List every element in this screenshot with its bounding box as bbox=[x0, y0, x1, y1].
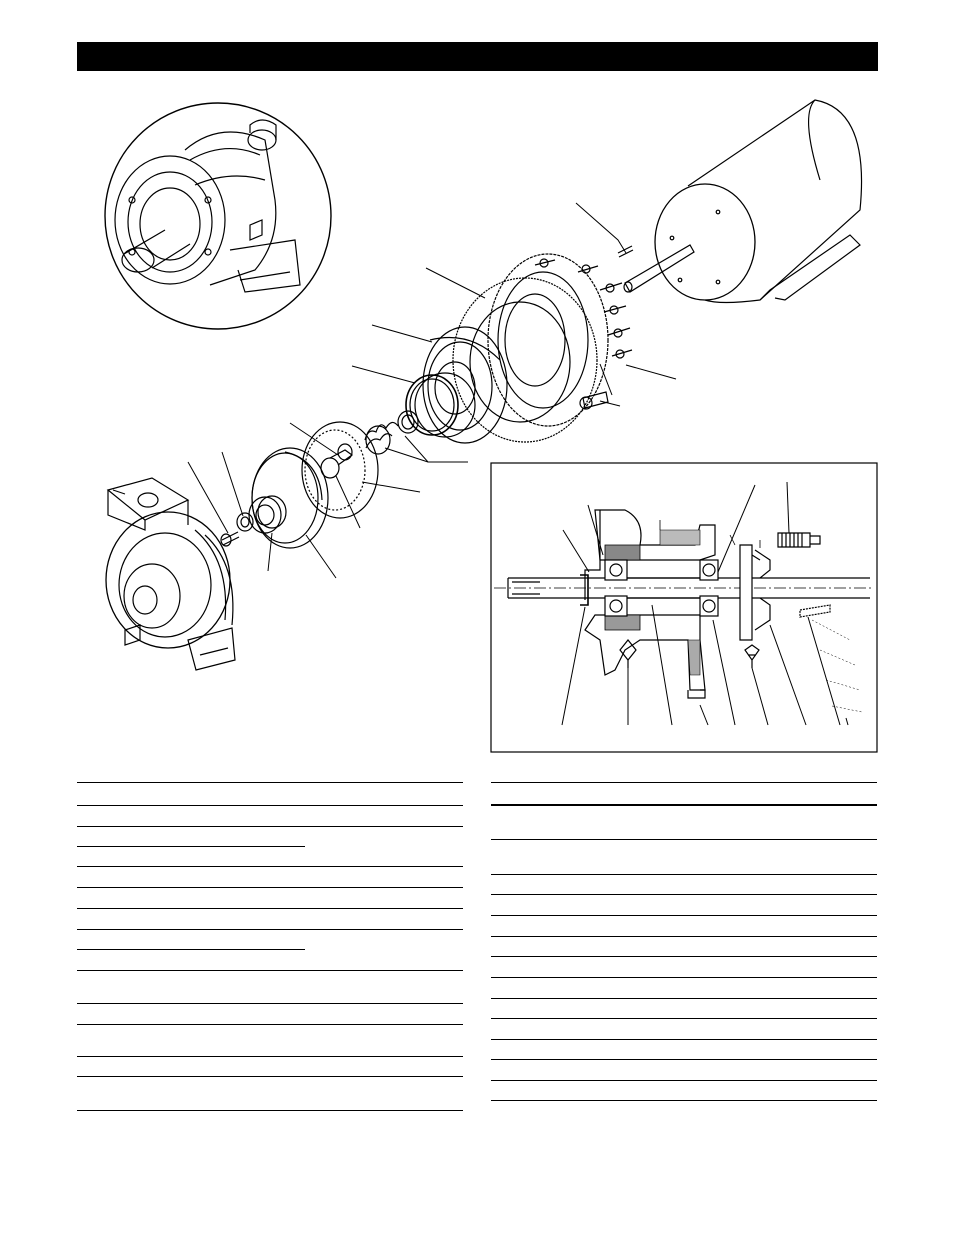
seal-spring bbox=[365, 411, 418, 454]
seal-head bbox=[237, 496, 286, 533]
motor bbox=[618, 100, 862, 303]
inset-detail bbox=[105, 103, 331, 329]
seal-plate bbox=[415, 327, 507, 443]
o-ring bbox=[406, 375, 458, 435]
pump-casing bbox=[106, 478, 235, 670]
parts-table-left bbox=[77, 780, 463, 1115]
section-view bbox=[491, 463, 877, 752]
parts-table-right bbox=[491, 780, 877, 1105]
impeller-screw bbox=[221, 532, 239, 546]
adapter-bracket bbox=[453, 254, 632, 442]
